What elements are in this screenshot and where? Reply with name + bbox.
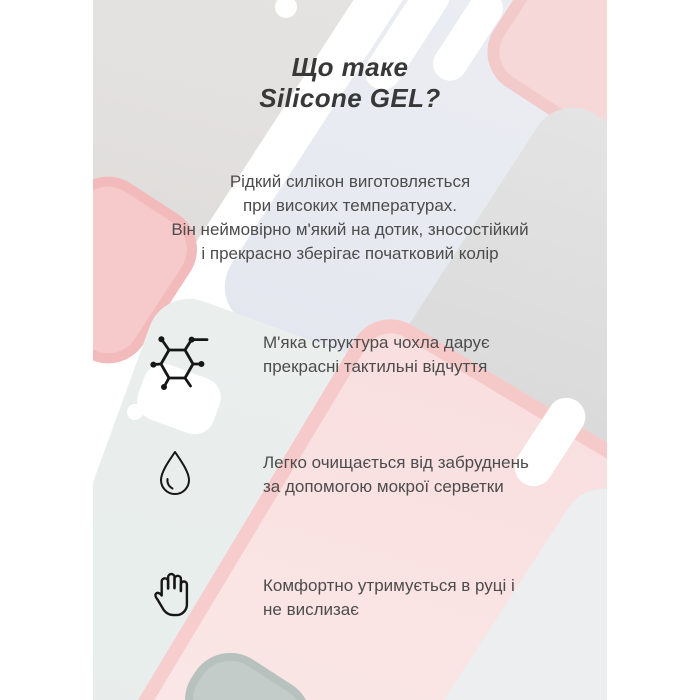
intro-paragraph [63, 170, 637, 266]
feature-line: Комфортно утримується в руці і [263, 576, 515, 595]
intro-line: при високих температурах. [242, 196, 458, 215]
feature-line: не вислизає [263, 600, 359, 619]
intro-line: Він неймовірно м'який на дотик, зносостійкий [171, 220, 529, 239]
feature-line: Легко очищається від забруднень [263, 453, 529, 472]
feature-comfort-grip [263, 574, 603, 622]
intro-line: і прекрасно зберігає початковий колір [201, 244, 499, 263]
intro-line: Рідкий силікон виготовляється [229, 172, 471, 191]
droplet-icon [156, 449, 194, 497]
feature-easy-clean [263, 451, 603, 499]
feature-soft-structure [263, 331, 603, 379]
molecule-icon [150, 326, 212, 394]
feature-line: М'яка структура чохла дарує [263, 333, 490, 352]
feature-line: за допомогою мокрої серветки [263, 477, 504, 496]
hand-icon [148, 568, 194, 620]
page-title-line1: Що таке [291, 52, 409, 82]
page-title [93, 52, 607, 114]
page-title-line2: Silicone GEL? [259, 83, 441, 113]
camera-hole-cutout [127, 404, 143, 420]
feature-line: прекрасні тактильні відчуття [263, 357, 488, 376]
